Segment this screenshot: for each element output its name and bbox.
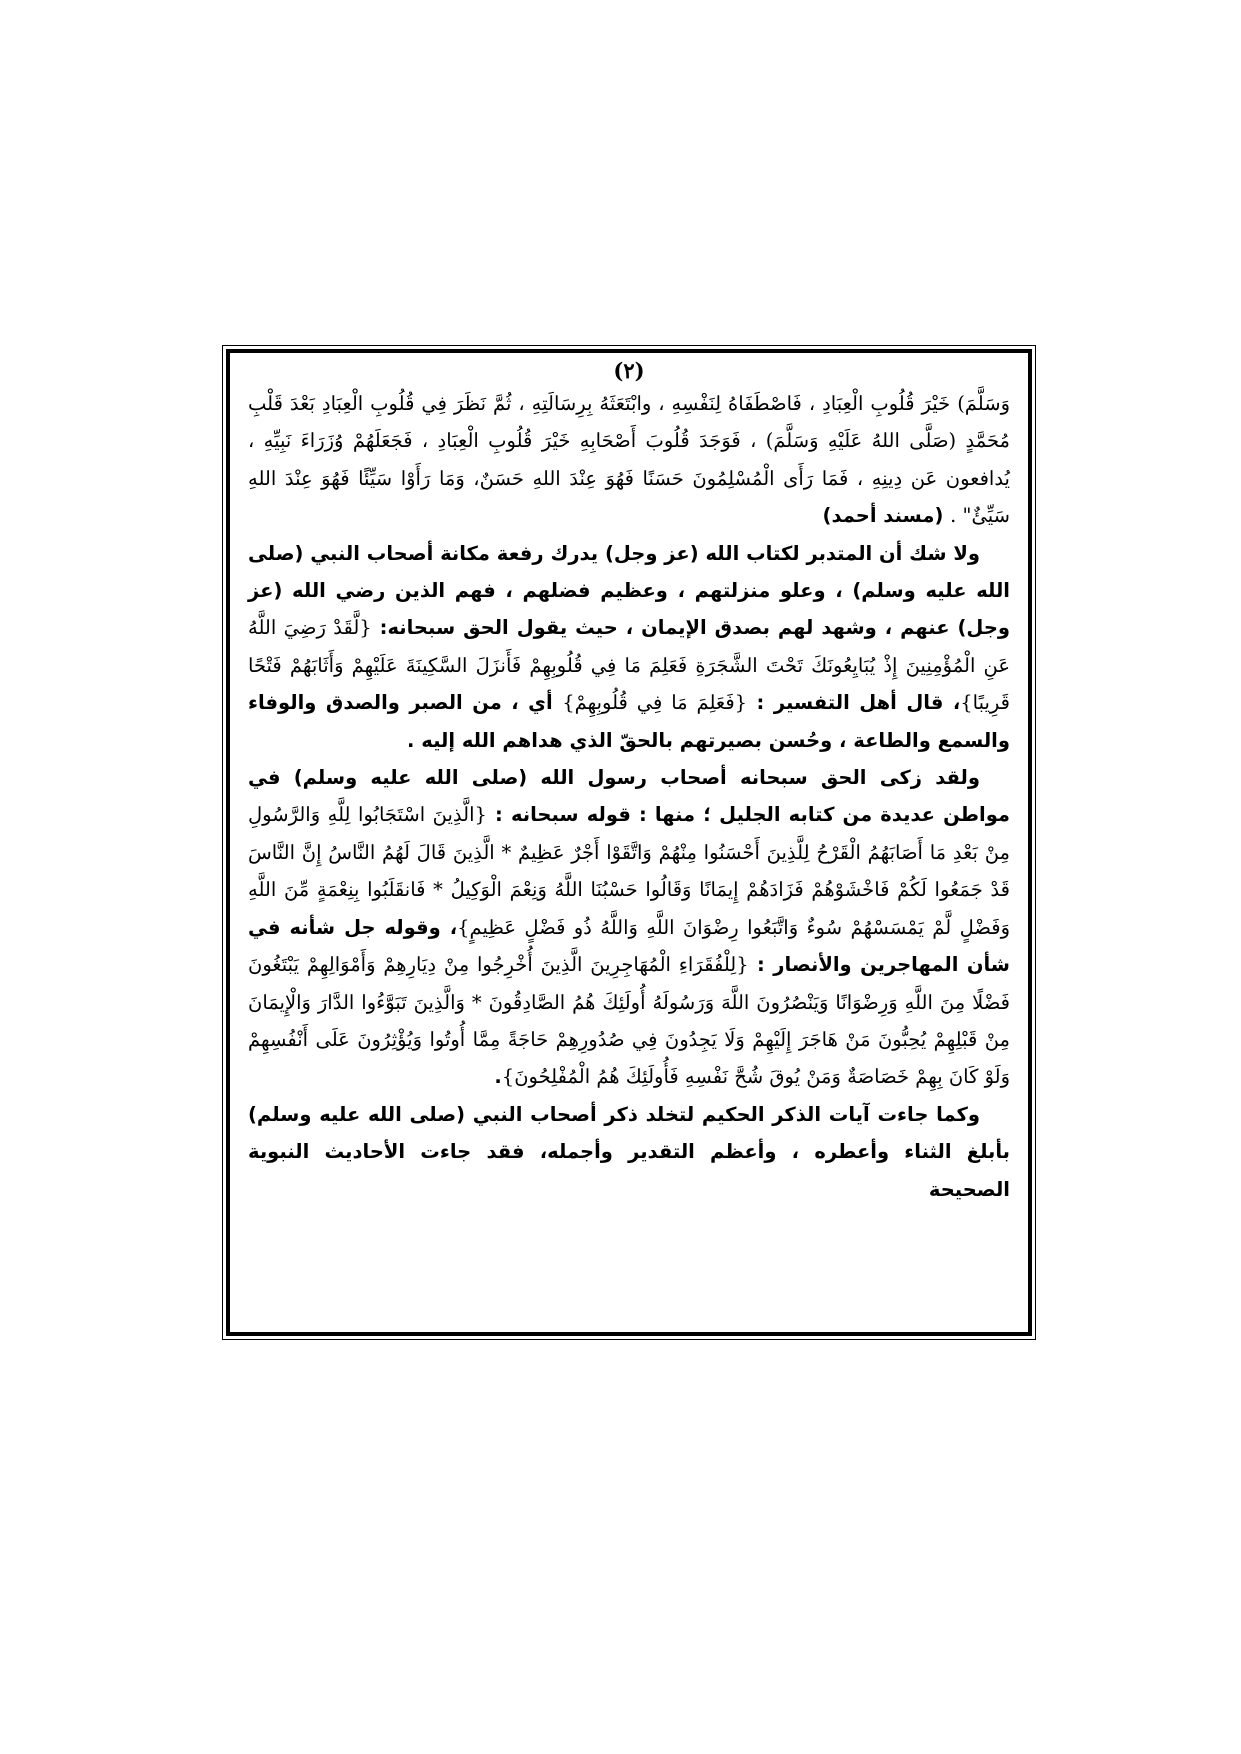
quran-verse: {لَّقَدْ رَضِيَ اللَّهُ عَنِ الْمُؤْمِنِينَ إِذْ يُبَايِعُونَكَ تَحْتَ الشَّجَرَةِ فَعَلِمَ مَا فِي قُلُوبِهِمْ فَأَنزَلَ السَّكِينَةَ عَلَيْهِمْ وَأَثَابَهُمْ فَتْحًا قَرِيبًا} xyxy=(248,616,1010,715)
page-frame xyxy=(226,349,1032,1336)
page-number: (٢) xyxy=(613,358,645,383)
quran-verse: {فَعَلِمَ مَا فِي قُلُوبِهِمْ} xyxy=(562,691,748,715)
text-body xyxy=(248,385,1010,1208)
paragraph-hadith-continuation xyxy=(248,385,1010,535)
prose-segment: . xyxy=(494,1065,502,1089)
hadith-source: (مسند أحمد) xyxy=(822,504,951,528)
prose-segment: ، وقوله جل شأنه في شأن المهاجرين والأنصار : xyxy=(248,915,1010,977)
paragraph-quran-reflection xyxy=(248,535,1010,759)
prose-segment: ، قال أهل التفسير : xyxy=(747,691,961,715)
quran-verse: {الَّذِينَ اسْتَجَابُوا لِلَّهِ وَالرَّسُولِ مِنْ بَعْدِ مَا أَصَابَهُمُ الْقَرْحُ لِلَّذِينَ أَحْسَنُوا مِنْهُمْ وَاتَّقَوْا أَجْرٌ عَظِيمٌ * الَّذِينَ قَالَ لَهُمُ النَّاسُ إِنَّ النَّاسَ قَدْ جَمَعُوا لَكُمْ فَاخْشَوْهُمْ فَزَادَهُمْ إِيمَانًا وَقَالُوا حَسْبُنَا اللَّهُ وَنِعْمَ الْوَكِيلُ * فَانقَلَبُوا بِنِعْمَةٍ مِّنَ اللَّهِ وَفَضْلٍ لَّمْ يَمْسَسْهُمْ سُوءٌ وَاتَّبَعُوا رِضْوَانَ اللَّهِ وَاللَّهُ ذُو فَضْلٍ عَظِيمٍ} xyxy=(248,803,1010,939)
paragraph-hadith-intro xyxy=(248,1096,1010,1208)
prose-segment: أي ، من الصبر والصدق والوفاء والسمع والطاعة ، وحُسن بصيرتهم بالحقّ الذي هداهم الله إليه . xyxy=(248,691,1010,752)
prose-segment: ولقد زكى الحق سبحانه أصحاب رسول الله (صلى الله عليه وسلم) في مواطن عديدة من كتابه الجليل ؛ منها : قوله سبحانه : xyxy=(248,766,1010,827)
hadith-quote: وَسَلَّمَ) خَيْرَ قُلُوبِ الْعِبَادِ ، فَاصْطَفَاهُ لِنَفْسِهِ ، وابْتَعَثَهُ بِرِسَالَتِهِ ، ثُمَّ نَظَرَ فِي قُلُوبِ الْعِبَادِ بَعْدَ قَلْبِ مُحَمَّدٍ (صَلَّى اللهُ عَلَيْهِ وَسَلَّمَ) ، فَوَجَدَ قُلُوبَ أَصْحَابِهِ خَيْرَ قُلُوبِ الْعِبَادِ ، فَجَعَلَهُمْ وُزَرَاءَ نَبِيِّهِ ، يُدافعون عَن دِينِهِ ، فَمَا رَأَى الْمُسْلِمُونَ حَسَنًا فَهُوَ عِنْدَ اللهِ حَسَنٌ، وَمَا رَأَوْا سَيِّئًا فَهُوَ عِنْدَ اللهِ سَيِّئٌ" . xyxy=(248,392,1010,528)
prose-segment: وكما جاءت آيات الذكر الحكيم لتخلد ذكر أصحاب النبي (صلى الله عليه وسلم) بأبلغ الثناء وأعطره ، وأعظم التقدير وأجمله، فقد جاءت الأحاديث النبوية الصحيحة xyxy=(248,1102,1010,1201)
paragraph-companions-praise xyxy=(248,759,1010,1096)
prose-segment: ولا شك أن المتدبر لكتاب الله (عز وجل) يدرك رفعة مكانة أصحاب النبي (صلى الله عليه وسلم) ، وعلو منزلتهم ، وعظيم فضلهم ، فهم الذين رضي الله (عز وجل) عنهم ، وشهد لهم بصدق الإيمان ، حيث يقول الحق سبحانه: xyxy=(248,541,1010,640)
quran-verse: {لِلْفُقَرَاءِ الْمُهَاجِرِينَ الَّذِينَ أُخْرِجُوا مِنْ دِيَارِهِمْ وَأَمْوَالِهِمْ يَبْتَغُونَ فَضْلًا مِنَ اللَّهِ وَرِضْوَانًا وَيَنْصُرُونَ اللَّهَ وَرَسُولَهُ أُولَئِكَ هُمُ الصَّادِقُونَ * وَالَّذِينَ تَبَوَّءُوا الدَّارَ وَالْإِيمَانَ مِنْ قَبْلِهِمْ يُحِبُّونَ مَنْ هَاجَرَ إِلَيْهِمْ وَلَا يَجِدُونَ فِي صُدُورِهِمْ حَاجَةً مِمَّا أُوتُوا وَيُؤْثِرُونَ عَلَى أَنْفُسِهِمْ وَلَوْ كَانَ بِهِمْ خَصَاصَةٌ وَمَنْ يُوقَ شُحَّ نَفْسِهِ فَأُولَئِكَ هُمُ الْمُفْلِحُونَ} xyxy=(248,953,1010,1089)
